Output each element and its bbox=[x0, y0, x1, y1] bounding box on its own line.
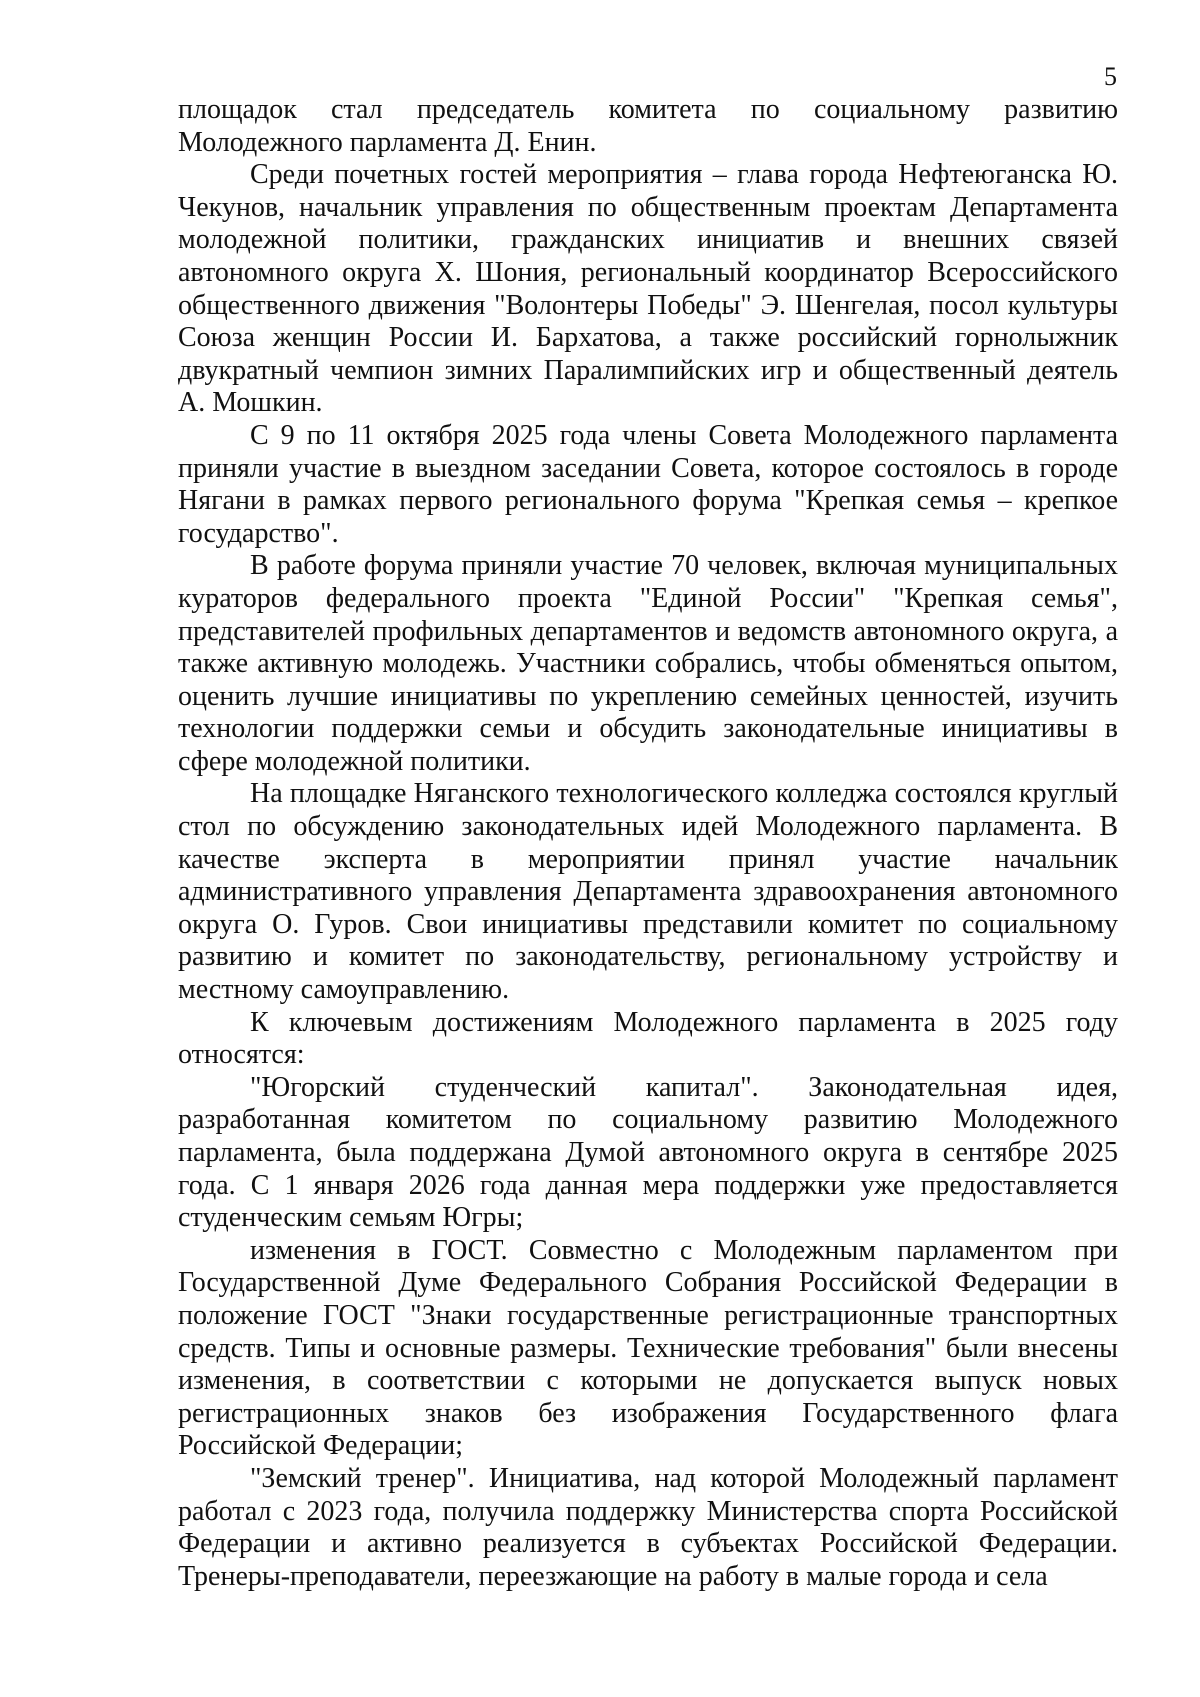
paragraph-gost-changes: изменения в ГОСТ. Совместно с Молодежным парламентом при Государственной Думе Федерального Собрания Российской Федерации в положение ГОСТ "Знаки государственные регистрационные транспортных средств. Типы и основные размеры. Технические требования" были внесены изменения, в соответствии с которыми не допускается выпуск новых регистрационных знаков без изображения Государственного флага Российской Федерации; bbox=[178, 1234, 1118, 1462]
paragraph-guests: Среди почетных гостей мероприятия – глава города Нефтеюганска Ю. Чекунов, начальник управления по общественным проектам Департамента молодежной политики, гражданских инициатив и внешних связей автономного округа Х. Шония, региональный координатор Всероссийского общественного движения "Волонтеры Победы" Э. Шенгелая, посол культуры Союза женщин России И. Бархатова, а также российский горнолыжник двукратный чемпион зимних Паралимпийских игр и общественный деятель А. Мошкин. bbox=[178, 159, 1118, 419]
paragraph-round-table: На площадке Няганского технологического колледжа состоялся круглый стол по обсуждению законодательных идей Молодежного парламента. В качестве эксперта в мероприятии принял участие начальник административного управления Департамента здравоохранения автономного округа О. Гуров. Свои инициативы представили комитет по социальному развитию и комитет по законодательству, региональному устройству и местному самоуправлению. bbox=[178, 778, 1118, 1006]
paragraph-continuation: площадок стал председатель комитета по социальному развитию Молодежного парламента Д. Енин. bbox=[178, 94, 1118, 158]
paragraph-achievements-intro: К ключевым достижениям Молодежного парламента в 2025 году относятся: bbox=[178, 1006, 1118, 1071]
page-number: 5 bbox=[1104, 62, 1117, 91]
document-body bbox=[178, 94, 1118, 1593]
paragraph-student-capital: "Югорский студенческий капитал". Законодательная идея, разработанная комитетом по социальному развитию Молодежного парламента, была поддержана Думой автономного округа в сентябре 2025 года. С 1 января 2026 года данная мера поддержки уже предоставляется студенческим семьям Югры; bbox=[178, 1071, 1118, 1234]
paragraph-council-session: С 9 по 11 октября 2025 года члены Совета Молодежного парламента приняли участие в выездном заседании Совета, которое состоялось в городе Нягани в рамках первого регионального форума "Крепкая семья – крепкое государство". bbox=[178, 419, 1118, 549]
paragraph-zemsky-trainer: "Земский тренер". Инициатива, над которой Молодежный парламент работал с 2023 года, получила поддержку Министерства спорта Российской Федерации и активно реализуется в субъектах Российской Федерации. Тренеры-преподаватели, переезжающие на работу в малые города и села bbox=[178, 1462, 1118, 1592]
paragraph-forum-participants: В работе форума приняли участие 70 человек, включая муниципальных кураторов федерального проекта "Единой России" "Крепкая семья", представителей профильных департаментов и ведомств автономного округа, а также активную молодежь. Участники собрались, чтобы обменяться опытом, оценить лучшие инициативы по укреплению семейных ценностей, изучить технологии поддержки семьи и обсудить законодательные инициативы в сфере молодежной политики. bbox=[178, 550, 1118, 777]
